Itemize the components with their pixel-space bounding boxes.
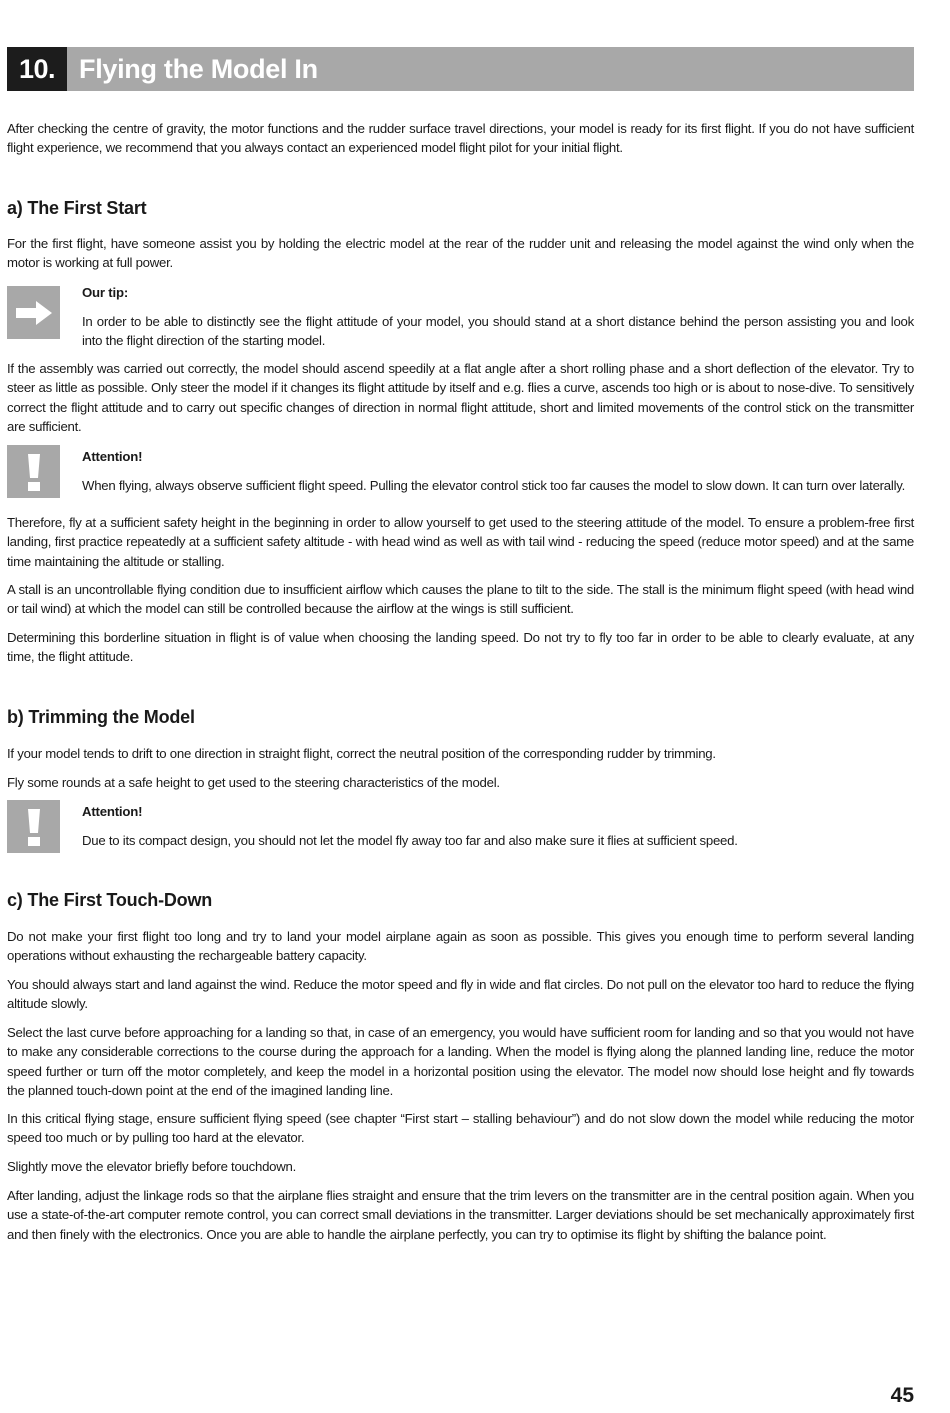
exclamation-icon <box>7 800 60 853</box>
section-a-heading: a) The First Start <box>7 198 147 218</box>
section-b-paragraph-1: If your model tends to drift to one direction in straight flight, correct the neutral position of the corresponding rudder by trimming. <box>7 746 716 761</box>
tip-label: Our tip: <box>82 285 129 300</box>
attention-text: Due to its compact design, you should not let the model fly away too far and also make sure it flies at sufficient speed. <box>82 833 738 848</box>
chapter-number: 10. <box>7 47 67 91</box>
section-a-paragraph-3: Therefore, fly at a sufficient safety height in the beginning in order to allow yourself to get used to the steering attitude of the model. To ensure a problem-free first landing, first practice repeatedly at a sufficient safety altitude - with head wind as well as with tail wind - reducing the speed (reduce motor speed) and at the same time maintaining the altitude or stalling. <box>7 515 914 569</box>
section-c-paragraph-1: Do not make your first flight too long and try to land your model airplane again as soon as possible. This gives you enough time to perform several landing operations without exhausting the rechargeable battery capacity. <box>7 929 914 964</box>
exclamation-icon <box>7 445 60 498</box>
section-b-heading: b) Trimming the Model <box>7 707 195 727</box>
section-a-paragraph-2: If the assembly was carried out correctly, the model should ascend speedily at a flat angle after a short rolling phase and a short deflection of the elevator. Try to steer as little as possible. Only steer the model if it changes its flight attitude by itself and e.g. flies a curve, ascends too high or is about to nose-dive. To sensitively correct the flight attitude and to carry out specific changes of direction in normal flight attitude, short and limited movements of the control stick on the transmitter are sufficient. <box>7 361 914 435</box>
attention-label: Attention! <box>82 449 143 464</box>
section-c-paragraph-4: In this critical flying stage, ensure sufficient flying speed (see chapter “First start – stalling behaviour”) and do not slow down the model while reducing the motor speed too much or by pulling too hard at the elevator. <box>7 1111 914 1146</box>
section-c-paragraph-2: You should always start and land against the wind. Reduce the motor speed and fly in wide and flat circles. Do not pull on the elevator too hard to reduce the flying altitude slowly. <box>7 977 914 1012</box>
section-c-paragraph-3: Select the last curve before approaching for a landing so that, in case of an emergency, you would have sufficient room for landing and so that you would not have to make any considerable corrections to the course during the approach for a landing. When the model is flying along the planned landing line, reduce the motor speed further or turn off the motor completely, and keep the model in a horizontal position using the elevator. The model now should lose height and fly towards the planned touch-down point at the end of the imagined landing line. <box>7 1025 914 1099</box>
intro-paragraph: After checking the centre of gravity, the motor functions and the rudder surface travel directions, your model is ready for its first flight. If you do not have sufficient flight experience, we recommend that you always contact an experienced model flight pilot for your initial flight. <box>7 121 914 156</box>
chapter-title: Flying the Model In <box>67 47 914 91</box>
tip-text: In order to be able to distinctly see the flight attitude of your model, you should stand at a short distance behind the person assisting you and look into the flight direction of the starting model. <box>82 314 914 349</box>
page-number: 45 <box>890 1384 914 1407</box>
section-a-paragraph-4: A stall is an uncontrollable flying condition due to insufficient airflow which causes the plane to tilt to the side. The stall is the minimum flight speed (with head wind or tail wind) at which the model can still be controlled because the airflow at the wings is still sufficient. <box>7 582 914 617</box>
section-a-paragraph-1: For the first flight, have someone assist you by holding the electric model at the rear of the rudder unit and releasing the model against the wind only when the motor is working at full power. <box>7 236 914 271</box>
chapter-header <box>7 47 914 91</box>
attention-box-b <box>82 802 914 850</box>
section-c-heading: c) The First Touch-Down <box>7 890 213 910</box>
tip-box <box>82 283 914 351</box>
attention-text: When flying, always observe sufficient flight speed. Pulling the elevator control stick too far causes the model to slow down. It can turn over laterally. <box>82 478 906 493</box>
section-a-paragraph-5: Determining this borderline situation in flight is of value when choosing the landing speed. Do not try to fly too far in order to be able to clearly evaluate, at any time, the flight attitude. <box>7 630 914 665</box>
attention-box-a <box>82 447 914 495</box>
section-c-paragraph-6: After landing, adjust the linkage rods so that the airplane flies straight and ensure that the trim levers on the transmitter are in the central position again. When you use a state-of-the-art computer remote control, you can correct small deviations in the transmitter. Larger deviations should be set mechanically approximately first and then finely with the electronics. Once you are able to handle the airplane perfectly, you can try to optimise its flight by shifting the balance point. <box>7 1188 914 1242</box>
attention-label: Attention! <box>82 804 143 819</box>
arrow-right-icon <box>7 286 60 339</box>
section-c-paragraph-5: Slightly move the elevator briefly before touchdown. <box>7 1159 297 1174</box>
section-b-paragraph-2: Fly some rounds at a safe height to get used to the steering characteristics of the model. <box>7 775 500 790</box>
